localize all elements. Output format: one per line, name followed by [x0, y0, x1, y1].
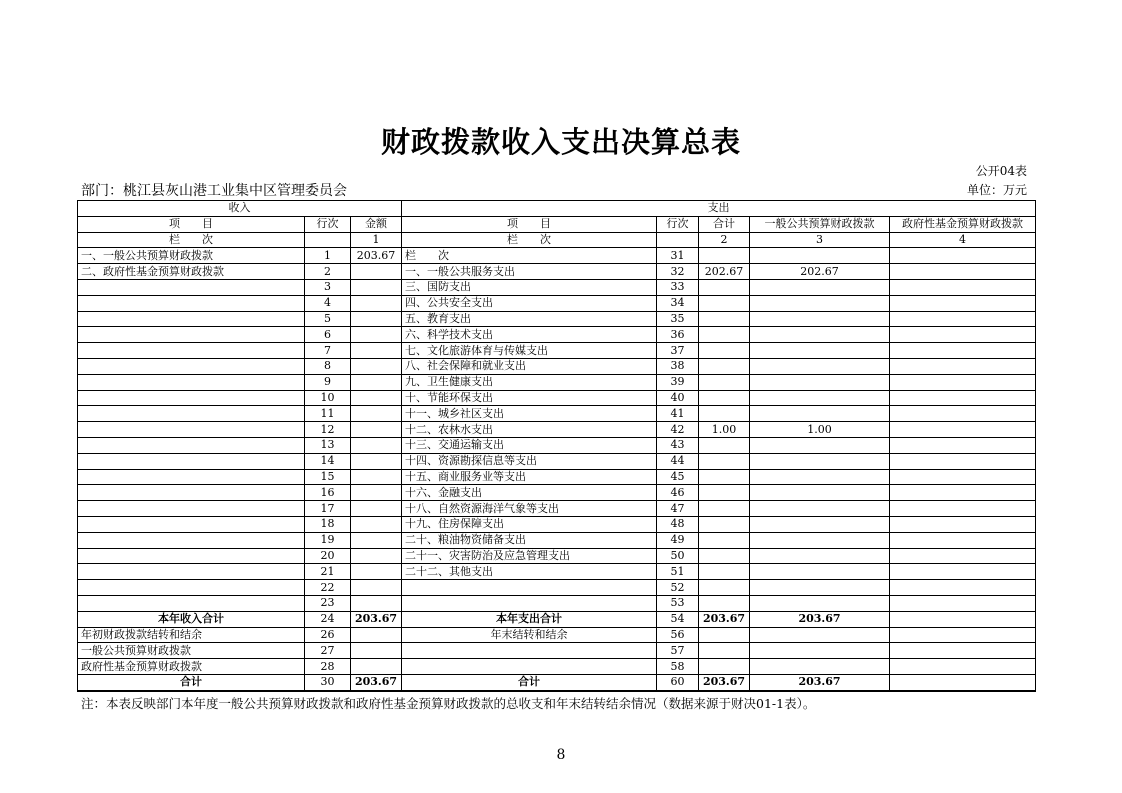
col3-label: 3 — [750, 232, 890, 248]
income-amount: 203.67 — [351, 248, 402, 264]
gov-fund-amount — [890, 374, 1036, 390]
income-amount — [351, 343, 402, 359]
general-budget-amount — [750, 469, 890, 485]
carry-general-label: 一般公共预算财政拨款 — [78, 643, 305, 659]
income-item — [78, 374, 305, 390]
expense-row-no: 51 — [657, 564, 699, 580]
expense-total — [699, 390, 750, 406]
header-row-group — [78, 201, 1036, 217]
expense-row-no: 37 — [657, 343, 699, 359]
table-row — [78, 501, 1036, 517]
expense-item — [402, 580, 657, 596]
table-row — [78, 564, 1036, 580]
gov-fund-amount — [890, 485, 1036, 501]
income-amount — [351, 595, 402, 611]
income-item — [78, 279, 305, 295]
expense-row-no: 52 — [657, 580, 699, 596]
grand-total-label: 合计 — [78, 674, 305, 690]
expense-total — [699, 311, 750, 327]
expense-total — [699, 501, 750, 517]
year-income-total-label: 本年收入合计 — [78, 611, 305, 627]
income-row-no: 12 — [305, 422, 351, 438]
income-amount — [351, 295, 402, 311]
header-row-lanci — [78, 232, 1036, 248]
carry-fund-row-no: 28 — [305, 659, 351, 675]
income-row-no: 17 — [305, 501, 351, 517]
income-item — [78, 453, 305, 469]
empty-cell — [890, 627, 1036, 643]
expense-total — [699, 437, 750, 453]
expense-row-no: 46 — [657, 485, 699, 501]
income-row-no: 14 — [305, 453, 351, 469]
income-row-no: 2 — [305, 264, 351, 280]
expense-row-no: 39 — [657, 374, 699, 390]
income-amount — [351, 327, 402, 343]
expense-item: 十五、商业服务业等支出 — [402, 469, 657, 485]
expense-header: 支出 — [402, 201, 1036, 217]
table-row — [78, 406, 1036, 422]
expense-item: 二十一、灾害防治及应急管理支出 — [402, 548, 657, 564]
expense-item: 六、科学技术支出 — [402, 327, 657, 343]
year-income-row: 24 — [305, 611, 351, 627]
expense-row-no: 42 — [657, 422, 699, 438]
income-amount — [351, 532, 402, 548]
table-row — [78, 453, 1036, 469]
gov-fund-amount — [890, 501, 1036, 517]
income-item — [78, 469, 305, 485]
expense-item: 五、教育支出 — [402, 311, 657, 327]
table-row — [78, 469, 1036, 485]
general-budget-amount — [750, 548, 890, 564]
gov-fund-amount — [890, 453, 1036, 469]
income-amount — [351, 406, 402, 422]
table-row — [78, 264, 1036, 280]
general-budget-amount — [750, 390, 890, 406]
carry-fund-row — [78, 659, 1036, 675]
expense-total — [699, 374, 750, 390]
income-row-no: 21 — [305, 564, 351, 580]
gov-fund-amount — [890, 295, 1036, 311]
empty-cell — [890, 643, 1036, 659]
general-budget-header: 一般公共预算财政拨款 — [750, 216, 890, 232]
general-budget-amount — [750, 580, 890, 596]
empty-cell — [890, 659, 1036, 675]
gov-fund-amount — [890, 422, 1036, 438]
expense-row-no: 48 — [657, 516, 699, 532]
income-item-header: 项 目 — [78, 216, 305, 232]
expense-total — [699, 516, 750, 532]
income-row-no: 16 — [305, 485, 351, 501]
gov-fund-amount — [890, 469, 1036, 485]
table-row — [78, 548, 1036, 564]
empty-cell — [305, 232, 351, 248]
income-amount — [351, 279, 402, 295]
year-expense-amount: 203.67 — [699, 611, 750, 627]
income-item — [78, 548, 305, 564]
table-row — [78, 343, 1036, 359]
empty-cell — [351, 643, 402, 659]
income-row-no: 22 — [305, 580, 351, 596]
expense-item: 十四、资源勘探信息等支出 — [402, 453, 657, 469]
income-row-no: 19 — [305, 532, 351, 548]
income-item — [78, 501, 305, 517]
expense-row-no: 35 — [657, 311, 699, 327]
income-item: 一、一般公共预算财政拨款 — [78, 248, 305, 264]
table-row — [78, 279, 1036, 295]
income-amount — [351, 469, 402, 485]
gov-fund-amount — [890, 327, 1036, 343]
expense-row-no: 44 — [657, 453, 699, 469]
general-budget-amount: 1.00 — [750, 422, 890, 438]
expense-item: 十九、住房保障支出 — [402, 516, 657, 532]
gov-fund-amount — [890, 564, 1036, 580]
empty-cell — [890, 674, 1036, 690]
carry-row — [78, 627, 1036, 643]
expense-total — [699, 295, 750, 311]
carry-out-label: 年末结转和结余 — [402, 627, 657, 643]
expense-total — [699, 548, 750, 564]
income-item — [78, 532, 305, 548]
gov-fund-amount — [890, 279, 1036, 295]
general-budget-amount — [750, 453, 890, 469]
income-amount — [351, 501, 402, 517]
table-row — [78, 358, 1036, 374]
income-amount — [351, 390, 402, 406]
income-item — [78, 295, 305, 311]
table-row — [78, 248, 1036, 264]
expense-item: 二十二、其他支出 — [402, 564, 657, 580]
expense-row-no: 49 — [657, 532, 699, 548]
income-item — [78, 311, 305, 327]
gov-fund-amount — [890, 264, 1036, 280]
income-row-no: 23 — [305, 595, 351, 611]
gov-fund-amount — [890, 580, 1036, 596]
income-item — [78, 437, 305, 453]
table-row — [78, 374, 1036, 390]
income-lanci: 栏 次 — [78, 232, 305, 248]
grand-total-row — [78, 674, 1036, 690]
department-label: 部门：桃江县灰山港工业集中区管理委员会 — [81, 183, 347, 199]
expense-row-no: 40 — [657, 390, 699, 406]
general-budget-amount — [750, 501, 890, 517]
expense-total — [699, 406, 750, 422]
expense-item: 十、节能环保支出 — [402, 390, 657, 406]
income-row-no: 5 — [305, 311, 351, 327]
general-budget-amount — [750, 564, 890, 580]
income-amount — [351, 564, 402, 580]
expense-total — [699, 595, 750, 611]
expense-row-no: 43 — [657, 437, 699, 453]
general-budget-amount — [750, 485, 890, 501]
expense-item: 九、卫生健康支出 — [402, 374, 657, 390]
income-header: 收入 — [78, 201, 402, 217]
expense-item: 十二、农林水支出 — [402, 422, 657, 438]
expense-row-no: 50 — [657, 548, 699, 564]
expense-row-no: 31 — [657, 248, 699, 264]
income-row-no: 18 — [305, 516, 351, 532]
year-expense-total-label: 本年支出合计 — [402, 611, 657, 627]
expense-item: 十一、城乡社区支出 — [402, 406, 657, 422]
income-item — [78, 485, 305, 501]
general-budget-amount — [750, 279, 890, 295]
general-budget-amount — [750, 516, 890, 532]
table-row — [78, 532, 1036, 548]
income-row-no: 6 — [305, 327, 351, 343]
income-row-no: 8 — [305, 358, 351, 374]
income-row-no: 1 — [305, 248, 351, 264]
table-row — [78, 595, 1036, 611]
income-item: 二、政府性基金预算财政拨款 — [78, 264, 305, 280]
income-amount — [351, 580, 402, 596]
empty-cell — [699, 643, 750, 659]
carry-general-row-no: 27 — [305, 643, 351, 659]
table-row — [78, 422, 1036, 438]
expense-item: 二十、粮油物资储备支出 — [402, 532, 657, 548]
carry-general-row — [78, 643, 1036, 659]
expense-row-no: 45 — [657, 469, 699, 485]
empty-cell — [657, 232, 699, 248]
budget-table — [77, 200, 1036, 692]
col1-label: 1 — [351, 232, 402, 248]
general-budget-amount — [750, 343, 890, 359]
expense-total — [699, 327, 750, 343]
empty-cell — [750, 643, 890, 659]
expense-total — [699, 453, 750, 469]
income-row-no: 20 — [305, 548, 351, 564]
income-row-no: 11 — [305, 406, 351, 422]
expense-row-no: 33 — [657, 279, 699, 295]
empty-cell — [351, 627, 402, 643]
income-item — [78, 580, 305, 596]
gov-fund-amount — [890, 311, 1036, 327]
income-item — [78, 358, 305, 374]
income-row-no: 15 — [305, 469, 351, 485]
gov-fund-amount — [890, 358, 1036, 374]
grand-income-row: 30 — [305, 674, 351, 690]
expense-item: 十六、金融支出 — [402, 485, 657, 501]
table-note: 注：本表反映部门本年度一般公共预算财政拨款和政府性基金预算财政拨款的总收支和年末结转结余情况（数据来源于财决01-1表）。 — [81, 696, 816, 711]
general-budget-amount — [750, 595, 890, 611]
income-amount — [351, 264, 402, 280]
expense-total — [699, 279, 750, 295]
expense-lanci: 栏 次 — [402, 232, 657, 248]
general-budget-amount — [750, 295, 890, 311]
expense-row-no: 38 — [657, 358, 699, 374]
table-row — [78, 390, 1036, 406]
expense-row-no: 34 — [657, 295, 699, 311]
income-row-no: 7 — [305, 343, 351, 359]
expense-row-no: 36 — [657, 327, 699, 343]
header-row-columns — [78, 216, 1036, 232]
expense-item: 十三、交通运输支出 — [402, 437, 657, 453]
income-amount-header: 金额 — [351, 216, 402, 232]
expense-total — [699, 343, 750, 359]
general-budget-amount: 202.67 — [750, 264, 890, 280]
expense-item: 三、国防支出 — [402, 279, 657, 295]
expense-item-header: 项 目 — [402, 216, 657, 232]
expense-row-no: 53 — [657, 595, 699, 611]
table-row — [78, 437, 1036, 453]
expense-total — [699, 248, 750, 264]
general-budget-amount — [750, 437, 890, 453]
gov-fund-amount — [890, 548, 1036, 564]
table-row — [78, 580, 1036, 596]
income-amount — [351, 374, 402, 390]
carry-out-row: 56 — [657, 627, 699, 643]
table-row — [78, 327, 1036, 343]
table-row — [78, 311, 1036, 327]
col2-label: 2 — [699, 232, 750, 248]
form-number: 公开04表 — [975, 164, 1027, 178]
empty-cell — [699, 627, 750, 643]
table-row — [78, 485, 1036, 501]
grand-expense-general: 203.67 — [750, 674, 890, 690]
expense-item: 栏 次 — [402, 248, 657, 264]
gov-fund-amount — [890, 343, 1036, 359]
expense-total — [699, 358, 750, 374]
expense-total: 1.00 — [699, 422, 750, 438]
income-amount — [351, 422, 402, 438]
gov-fund-amount — [890, 532, 1036, 548]
general-budget-amount — [750, 374, 890, 390]
income-amount — [351, 516, 402, 532]
gov-fund-amount — [890, 437, 1036, 453]
unit-label: 单位：万元 — [966, 183, 1027, 197]
carry-fund-exp-row-no: 58 — [657, 659, 699, 675]
grand-expense-amount: 203.67 — [699, 674, 750, 690]
income-row-no-header: 行次 — [305, 216, 351, 232]
expense-item: 一、一般公共服务支出 — [402, 264, 657, 280]
income-amount — [351, 485, 402, 501]
income-row-no: 13 — [305, 437, 351, 453]
empty-cell — [699, 659, 750, 675]
income-row-no: 3 — [305, 279, 351, 295]
general-budget-amount — [750, 248, 890, 264]
year-total-row — [78, 611, 1036, 627]
general-budget-amount — [750, 327, 890, 343]
empty-cell — [750, 627, 890, 643]
income-item — [78, 327, 305, 343]
gov-fund-amount — [890, 516, 1036, 532]
expense-total — [699, 564, 750, 580]
gov-fund-amount — [890, 390, 1036, 406]
income-item — [78, 516, 305, 532]
income-item — [78, 564, 305, 580]
carry-general-exp-row-no: 57 — [657, 643, 699, 659]
income-row-no: 4 — [305, 295, 351, 311]
general-budget-amount — [750, 358, 890, 374]
income-item — [78, 390, 305, 406]
empty-cell — [750, 659, 890, 675]
table-row — [78, 295, 1036, 311]
expense-item: 四、公共安全支出 — [402, 295, 657, 311]
general-budget-amount — [750, 311, 890, 327]
income-amount — [351, 453, 402, 469]
expense-item — [402, 595, 657, 611]
expense-row-no: 41 — [657, 406, 699, 422]
expense-item: 十八、自然资源海洋气象等支出 — [402, 501, 657, 517]
expense-total — [699, 485, 750, 501]
income-row-no: 10 — [305, 390, 351, 406]
expense-total: 202.67 — [699, 264, 750, 280]
grand-total-exp-label: 合计 — [402, 674, 657, 690]
gov-fund-amount — [890, 595, 1036, 611]
expense-total — [699, 532, 750, 548]
table-row — [78, 516, 1036, 532]
income-item — [78, 343, 305, 359]
income-item — [78, 406, 305, 422]
page-number: 8 — [556, 747, 566, 763]
empty-cell — [402, 643, 657, 659]
grand-income-amount: 203.67 — [351, 674, 402, 690]
expense-item: 八、社会保障和就业支出 — [402, 358, 657, 374]
income-item — [78, 595, 305, 611]
expense-row-no: 32 — [657, 264, 699, 280]
carry-in-row: 26 — [305, 627, 351, 643]
empty-cell — [402, 659, 657, 675]
col4-label: 4 — [890, 232, 1036, 248]
carry-fund-label: 政府性基金预算财政拨款 — [78, 659, 305, 675]
expense-row-no: 47 — [657, 501, 699, 517]
carry-in-label: 年初财政拨款结转和结余 — [78, 627, 305, 643]
gov-fund-amount — [890, 248, 1036, 264]
expense-total — [699, 469, 750, 485]
year-expense-general: 203.67 — [750, 611, 890, 627]
income-amount — [351, 548, 402, 564]
expense-total-header: 合计 — [699, 216, 750, 232]
income-amount — [351, 437, 402, 453]
gov-fund-header: 政府性基金预算财政拨款 — [890, 216, 1036, 232]
empty-cell — [890, 611, 1036, 627]
general-budget-amount — [750, 406, 890, 422]
expense-total — [699, 580, 750, 596]
empty-cell — [351, 659, 402, 675]
page-title: 财政拨款收入支出决算总表 — [380, 125, 741, 159]
gov-fund-amount — [890, 406, 1036, 422]
expense-row-no-header: 行次 — [657, 216, 699, 232]
income-item — [78, 422, 305, 438]
year-income-amount: 203.67 — [351, 611, 402, 627]
income-row-no: 9 — [305, 374, 351, 390]
grand-expense-row: 60 — [657, 674, 699, 690]
year-expense-row: 54 — [657, 611, 699, 627]
income-amount — [351, 311, 402, 327]
expense-item: 七、文化旅游体育与传媒支出 — [402, 343, 657, 359]
general-budget-amount — [750, 532, 890, 548]
income-amount — [351, 358, 402, 374]
